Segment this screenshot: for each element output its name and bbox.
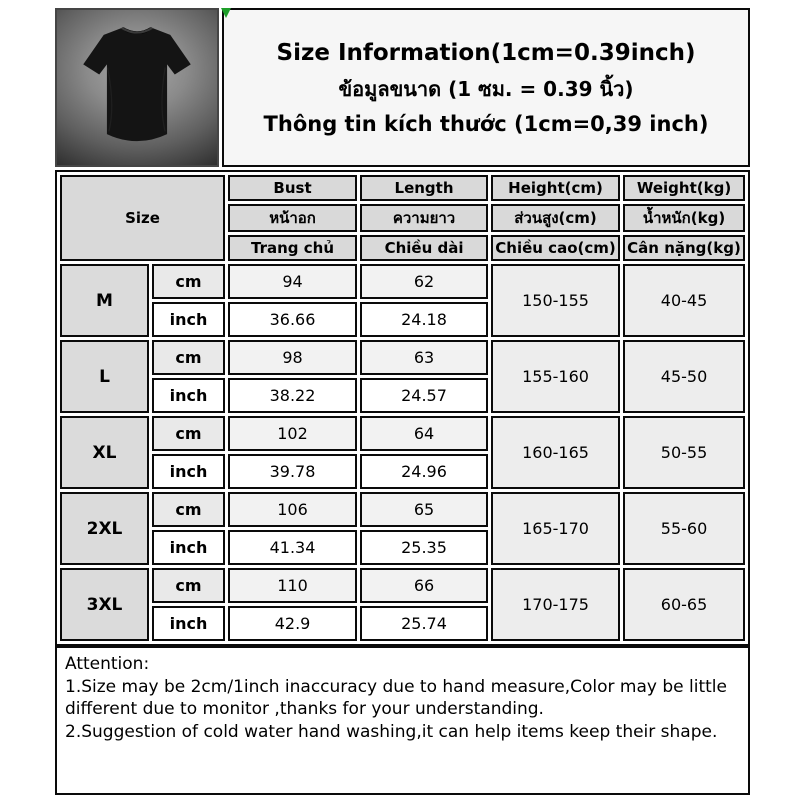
col-header-length-th: ความยาว	[360, 204, 488, 232]
col-header-weight-th: น้ำหนัก(kg)	[623, 204, 745, 232]
col-header-length-en: Length	[360, 175, 488, 201]
size-label: XL	[60, 416, 149, 489]
bust-inch-value: 39.78	[228, 454, 357, 489]
size-label: M	[60, 264, 149, 337]
table-row-3xl-cm	[60, 568, 745, 603]
length-cm-value: 65	[360, 492, 488, 527]
col-header-bust-th: หน้าอก	[228, 204, 357, 232]
bust-inch-value: 42.9	[228, 606, 357, 641]
unit-label-inch: inch	[152, 606, 225, 641]
title-vietnamese: Thông tin kích thước (1cm=0,39 inch)	[263, 111, 709, 136]
col-header-bust-en: Bust	[228, 175, 357, 201]
green-corner-marker	[221, 8, 231, 18]
attention-note	[55, 646, 750, 795]
length-inch-value: 24.96	[360, 454, 488, 489]
length-cm-value: 64	[360, 416, 488, 451]
height-value: 150-155	[491, 264, 620, 337]
length-cm-value: 63	[360, 340, 488, 375]
attention-note-2: 2.Suggestion of cold water hand washing,it can help items keep their shape.	[65, 721, 718, 742]
col-header-height-vi: Chiều cao(cm)	[491, 235, 620, 261]
weight-value: 60-65	[623, 568, 745, 641]
bust-cm-value: 110	[228, 568, 357, 603]
unit-label-inch: inch	[152, 454, 225, 489]
attention-heading: Attention:	[65, 654, 150, 674]
weight-value: 50-55	[623, 416, 745, 489]
height-value: 160-165	[491, 416, 620, 489]
table-row-xl-cm	[60, 416, 745, 451]
height-value: 155-160	[491, 340, 620, 413]
size-info-title-box	[222, 8, 750, 167]
weight-value: 45-50	[623, 340, 745, 413]
size-table	[55, 170, 750, 646]
col-header-bust-vi: Trang chủ	[228, 235, 357, 261]
product-photo	[55, 8, 219, 167]
attention-note-1: 1.Size may be 2cm/1inch inaccuracy due to hand measure,Color may be little different due to monitor ,thanks for your understanding.	[65, 676, 727, 719]
weight-value: 55-60	[623, 492, 745, 565]
unit-label-cm: cm	[152, 568, 225, 603]
col-header-weight-en: Weight(kg)	[623, 175, 745, 201]
bust-inch-value: 38.22	[228, 378, 357, 413]
weight-value: 40-45	[623, 264, 745, 337]
col-header-length-vi: Chiều dài	[360, 235, 488, 261]
size-label: L	[60, 340, 149, 413]
length-inch-value: 24.18	[360, 302, 488, 337]
height-value: 170-175	[491, 568, 620, 641]
unit-label-inch: inch	[152, 302, 225, 337]
length-inch-value: 24.57	[360, 378, 488, 413]
title-thai: ข้อมูลขนาด (1 ซม. = 0.39 นิ้ว)	[338, 76, 634, 101]
table-row-2xl-cm	[60, 492, 745, 527]
size-label: 3XL	[60, 568, 149, 641]
bust-cm-value: 94	[228, 264, 357, 299]
length-cm-value: 62	[360, 264, 488, 299]
length-inch-value: 25.74	[360, 606, 488, 641]
size-header-cell: Size	[60, 175, 225, 261]
table-row-l-cm	[60, 340, 745, 375]
table-row-m-cm	[60, 264, 745, 299]
unit-label-inch: inch	[152, 378, 225, 413]
unit-label-cm: cm	[152, 492, 225, 527]
tshirt-icon	[73, 15, 201, 161]
col-header-height-th: ส่วนสูง(cm)	[491, 204, 620, 232]
col-header-height-en: Height(cm)	[491, 175, 620, 201]
length-cm-value: 66	[360, 568, 488, 603]
bust-cm-value: 98	[228, 340, 357, 375]
length-inch-value: 25.35	[360, 530, 488, 565]
col-header-weight-vi: Cân nặng(kg)	[623, 235, 745, 261]
title-english: Size Information(1cm=0.39inch)	[276, 39, 696, 66]
top-section	[55, 8, 750, 167]
unit-label-cm: cm	[152, 340, 225, 375]
bust-inch-value: 36.66	[228, 302, 357, 337]
unit-label-cm: cm	[152, 416, 225, 451]
bust-inch-value: 41.34	[228, 530, 357, 565]
height-value: 165-170	[491, 492, 620, 565]
unit-label-cm: cm	[152, 264, 225, 299]
bust-cm-value: 102	[228, 416, 357, 451]
size-label: 2XL	[60, 492, 149, 565]
bust-cm-value: 106	[228, 492, 357, 527]
header-row-english	[60, 175, 745, 201]
unit-label-inch: inch	[152, 530, 225, 565]
